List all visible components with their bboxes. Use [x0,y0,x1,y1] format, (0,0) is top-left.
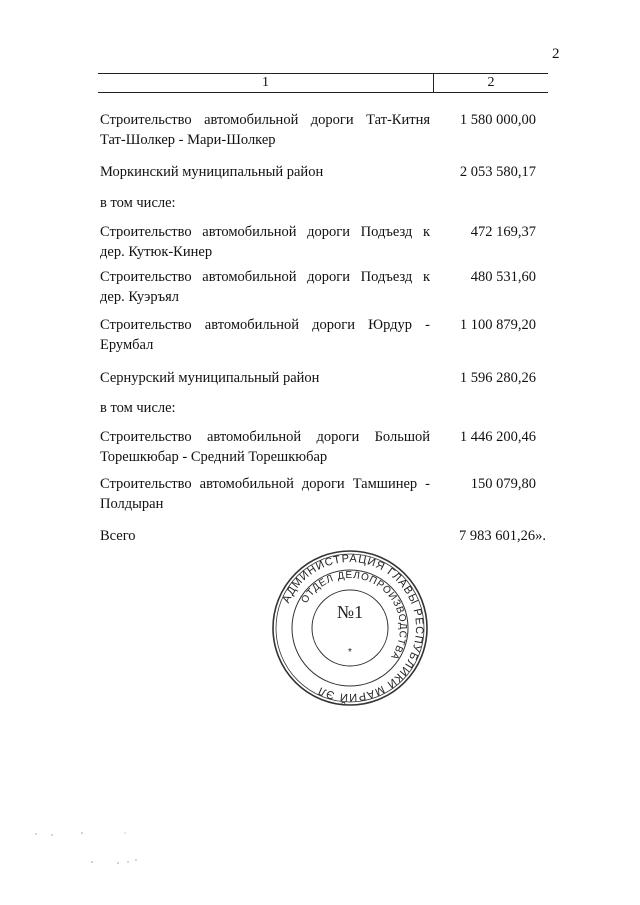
row-description: Строительство автомобильной дороги Юрдур - Ерумбал [100,317,430,353]
seal-number: №1 [336,602,364,622]
table-header-col2: 2 [487,75,495,90]
row-amount: 472 169,37 [470,224,536,240]
page-number: 2 [552,46,560,62]
row-description: Строительство автомобильной дороги Большой Торешкюбар - Средний Торешкюбар [100,429,430,465]
row-amount: 150 079,80 [470,476,536,492]
row-amount: 7 983 601,26». [459,528,546,544]
row-amount: 1 580 000,00 [459,112,536,128]
row-description: Строительство автомобильной дороги Подъезд к дер. Куэръял [100,269,430,305]
row-description: Сернурский муниципальный район [100,370,320,386]
row-amount: 1 596 280,26 [459,370,536,386]
row-amount: 1 446 200,46 [459,429,536,445]
table-header-col1: 1 [98,74,434,92]
row-description: Моркинский муниципальный район [100,164,324,180]
official-seal [270,548,430,708]
row-description: в том числе: [100,400,176,416]
row-amount: 480 531,60 [470,269,536,285]
table-header [98,73,548,93]
row-description: Строительство автомобильной дороги Тамшинер - Полдыран [100,476,430,512]
row-description: Всего [100,528,136,544]
row-description: Строительство автомобильной дороги Подъезд к дер. Кутюк-Кинер [100,224,430,260]
row-amount: 1 100 879,20 [459,317,536,333]
seal-inner-text: ОТДЕЛ ДЕЛОПРОИЗВОДСТВА [299,569,409,662]
row-amount: 2 053 580,17 [459,164,536,180]
seal-star-bottom: * [348,647,352,658]
row-description: Строительство автомобильной дороги Тат-Китня Тат-Шолкер - Мари-Шолкер [100,112,430,148]
seal-outer-text: АДМИНИСТРАЦИЯ ГЛАВЫ РЕСПУБЛИКИ МАРИЙ ЭЛ [280,552,426,704]
row-description: в том числе: [100,195,176,211]
